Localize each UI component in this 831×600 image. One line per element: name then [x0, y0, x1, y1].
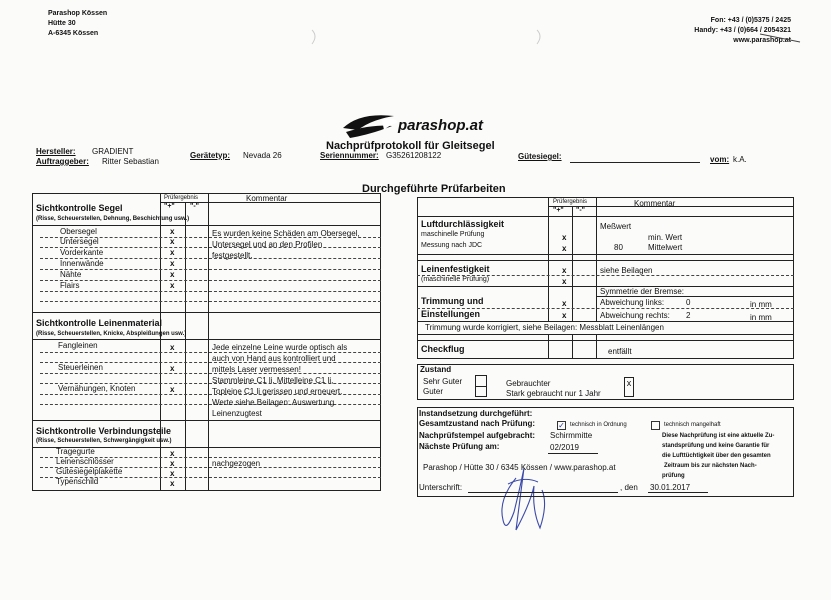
- trimmung-title2: Einstellungen: [421, 309, 481, 319]
- segel-row-label: Innenwände: [60, 259, 104, 268]
- segel-comment: Untersegel und an den Profilen: [212, 240, 323, 249]
- instand-note: prüfung: [662, 473, 685, 479]
- luft-sub2: Messung nach JDC: [421, 242, 483, 249]
- verbindung-row-mark: x: [170, 469, 175, 478]
- instand-note: die Lufttüchtigkeit über den gesamten: [662, 453, 771, 459]
- leinen-comment: Leinenzugtest: [212, 409, 262, 418]
- leinen-row-label: Vernähungen, Knoten: [58, 384, 136, 393]
- checkflug-title: Checkflug: [421, 344, 465, 354]
- leinen-row-label: Steuerleinen: [58, 363, 103, 372]
- verbindung-row-label: Typenschild: [56, 477, 99, 486]
- segel-row-label: Flairs: [60, 281, 80, 290]
- instand-note: Zeitraum bis zur nächsten Nach-: [664, 463, 757, 469]
- zustand-guter: Guter: [423, 387, 444, 396]
- luft-title: Luftdurchlässigkeit: [421, 219, 505, 229]
- segel-row-mark: x: [170, 237, 175, 246]
- left-pruefergebnis-label: Prüfergebnis: [164, 195, 199, 201]
- trimmung-symmetrie: Symmetrie der Bremse:: [600, 287, 685, 296]
- segel-comment: Es wurden keine Schäden am Obersegel,: [212, 229, 360, 238]
- segel-row-mark: x: [170, 270, 175, 279]
- zustand-used-checkbox: [624, 377, 634, 397]
- leinen-row-mark: x: [170, 364, 175, 373]
- left-minus-label: "-": [190, 203, 199, 210]
- leinenfest-mark: x: [562, 277, 567, 286]
- leinenfest-title: Leinenfestigkeit: [421, 264, 490, 274]
- verbindung-row-mark: x: [170, 449, 175, 458]
- luft-mittel-label: Mittelwert: [648, 243, 683, 252]
- segel-title: Sichtkontrolle Segel: [36, 203, 123, 213]
- stempel-label: Nachprüfstempel aufgebracht:: [419, 431, 536, 440]
- right-pruefergebnis-label: Prüfergebnis: [553, 199, 588, 205]
- vom-value: k.A.: [733, 155, 747, 164]
- gesamt-label: Gesamtzustand nach Prüfung:: [419, 419, 536, 428]
- vom-label: vom:: [710, 155, 730, 164]
- zustand-gebrauchter: Gebrauchter: [506, 379, 551, 388]
- contact-fon: Fon: +43 / (0)5375 / 2425: [710, 17, 791, 24]
- instand-note: standsprüfung und keine Garantie für: [662, 443, 770, 449]
- luft-min-label: min. Wert: [648, 233, 683, 242]
- leinen-comment: Topleine C1 li gerissen und erneuert.: [212, 387, 343, 396]
- segel-row-mark: x: [170, 281, 175, 290]
- naechste-label: Nächste Prüfung am:: [419, 442, 500, 451]
- leinen-comment: mittels Laser vermessen!: [212, 365, 301, 374]
- verbindung-subtitle: (Risse, Scheuerstellen, Schwergängigkeit usw.): [36, 438, 172, 444]
- segel-row-label: Untersegel: [60, 237, 99, 246]
- right-minus-label: "-": [576, 207, 585, 214]
- luft-mittel-value: 80: [614, 243, 623, 252]
- luft-messwert-label: Meßwert: [600, 222, 632, 231]
- trimmung-mark: x: [562, 311, 567, 320]
- naechste-value: 02/2019: [550, 443, 579, 452]
- company-city: A-6345 Kössen: [48, 30, 99, 37]
- leinen-title: Sichtkontrolle Leinenmaterial: [36, 318, 163, 328]
- logo-text: parashop.at: [398, 117, 484, 134]
- trimmung-unit: in mm: [750, 313, 772, 322]
- verbindung-title: Sichtkontrolle Verbindungsteile: [36, 426, 172, 436]
- verbindung-row-label: Tragegurte: [56, 447, 95, 456]
- leinen-row-label: Fangleinen: [58, 341, 98, 350]
- geraetetyp-value: Nevada 26: [243, 151, 282, 160]
- leinenfest-mark: x: [562, 266, 567, 275]
- contact-web: www.parashop.at: [733, 37, 791, 44]
- trimmung-rechts-value: 2: [686, 311, 691, 320]
- leinen-comment: Jede einzelne Leine wurde optisch als: [212, 343, 348, 352]
- ok-mark: ✓: [558, 421, 565, 430]
- hersteller-label: Hersteller:: [36, 147, 76, 156]
- right-kommentar-label: Kommentar: [634, 199, 676, 208]
- auftraggeber-label: Auftraggeber:: [36, 157, 89, 166]
- segel-row-label: Nähte: [60, 270, 82, 279]
- segel-comment: festgestellt.: [212, 251, 253, 260]
- den-label: , den: [620, 483, 638, 492]
- trimmung-links-label: Abweichung links:: [600, 298, 665, 307]
- ok-checkbox: [557, 421, 566, 430]
- luft-sub1: maschinelle Prüfung: [421, 231, 485, 238]
- zustand-mark: x: [626, 378, 632, 388]
- verbindung-row-mark: x: [170, 479, 175, 488]
- company-name: Parashop Kössen: [48, 10, 108, 17]
- seriennummer-label: Seriennummer:: [320, 151, 379, 160]
- right-plus-label: "+": [553, 207, 564, 214]
- verbindung-row-label: Leinenschlösser: [56, 457, 114, 466]
- segel-row-label: Obersegel: [60, 227, 97, 236]
- zustand-sehr-guter: Sehr Guter: [423, 377, 463, 386]
- zustand-box: [417, 364, 794, 400]
- left-kommentar-label: Kommentar: [246, 194, 288, 203]
- contact-handy: Handy: +43 / (0)664 / 2054321: [694, 27, 791, 34]
- zustand-stark: Stark gebraucht nur 1 Jahr: [506, 389, 601, 398]
- unterschrift-label: Unterschrift:: [419, 483, 463, 492]
- company-street: Hütte 30: [48, 20, 76, 27]
- segel-row-mark: x: [170, 227, 175, 236]
- verbindung-row-comment: nachgezogen: [212, 459, 261, 468]
- luft-mark: x: [562, 244, 567, 253]
- section-title: Durchgeführte Prüfarbeiten: [362, 183, 506, 195]
- segel-row-mark: x: [170, 259, 175, 268]
- guetesiegel-label: Gütesiegel:: [518, 152, 562, 161]
- leinen-comment: Werte siehe Beilagen: Auswertung: [212, 398, 335, 407]
- den-value: 30.01.2017: [650, 483, 691, 492]
- instand-address: Parashop / Hütte 30 / 6345 Kössen / www.parashop.at: [423, 463, 616, 472]
- segel-row-label: Vorderkante: [60, 248, 104, 257]
- document-title: Nachprüfprotokoll für Gleitsegel: [326, 140, 495, 152]
- trimmung-unit: in mm: [750, 300, 772, 309]
- leinen-comment: auch von Hand aus kontrolliert und: [212, 354, 336, 363]
- leinen-comment: Stammleine C1 li, Mittelleine C1 li,: [212, 376, 334, 385]
- auftraggeber-value: Ritter Sebastian: [102, 157, 159, 166]
- instand-title: Instandsetzung durchgeführt:: [419, 409, 533, 418]
- luft-mark: x: [562, 233, 567, 242]
- verbindung-row-mark: x: [170, 459, 175, 468]
- left-plus-label: "+": [164, 203, 175, 210]
- trimmung-links-value: 0: [686, 298, 691, 307]
- leinen-row-mark: x: [170, 343, 175, 352]
- verbindung-row-label: Gütesiegelplakette: [56, 467, 123, 476]
- trimmung-note: Trimmung wurde korrigiert, siehe Beilagen: Messblatt Leinenlängen: [425, 323, 664, 332]
- zustand-title: Zustand: [420, 365, 452, 374]
- bad-checkbox: [651, 421, 660, 430]
- stempel-value: Schirmmitte: [550, 431, 593, 440]
- trimmung-title1: Trimmung und: [421, 296, 484, 306]
- segel-row-mark: x: [170, 248, 175, 257]
- checkflug-comment: entfällt: [608, 347, 632, 356]
- trimmung-rechts-label: Abweichung rechts:: [600, 311, 670, 320]
- ok-label: technisch in Ordnung: [570, 422, 627, 428]
- bad-label: technisch mangelhaft: [664, 422, 721, 428]
- hersteller-value: GRADIENT: [92, 147, 134, 156]
- seriennummer-value: G35261208122: [386, 151, 442, 160]
- geraetetyp-label: Gerätetyp:: [190, 151, 231, 160]
- leinenfest-sub: (maschinelle Prüfung): [421, 276, 490, 283]
- leinenfest-comment: siehe Beilagen: [600, 266, 653, 275]
- trimmung-mark: x: [562, 299, 567, 308]
- instand-note: Diese Nachprüfung ist eine aktuelle Zu-: [662, 433, 775, 439]
- leinen-subtitle: (Risse, Scheuerstellen, Knicke, Abspleißungen usw.): [36, 331, 187, 337]
- leinen-row-mark: x: [170, 385, 175, 394]
- segel-subtitle: (Risse, Scheuerstellen, Dehnung, Beschichtung usw.): [36, 216, 190, 222]
